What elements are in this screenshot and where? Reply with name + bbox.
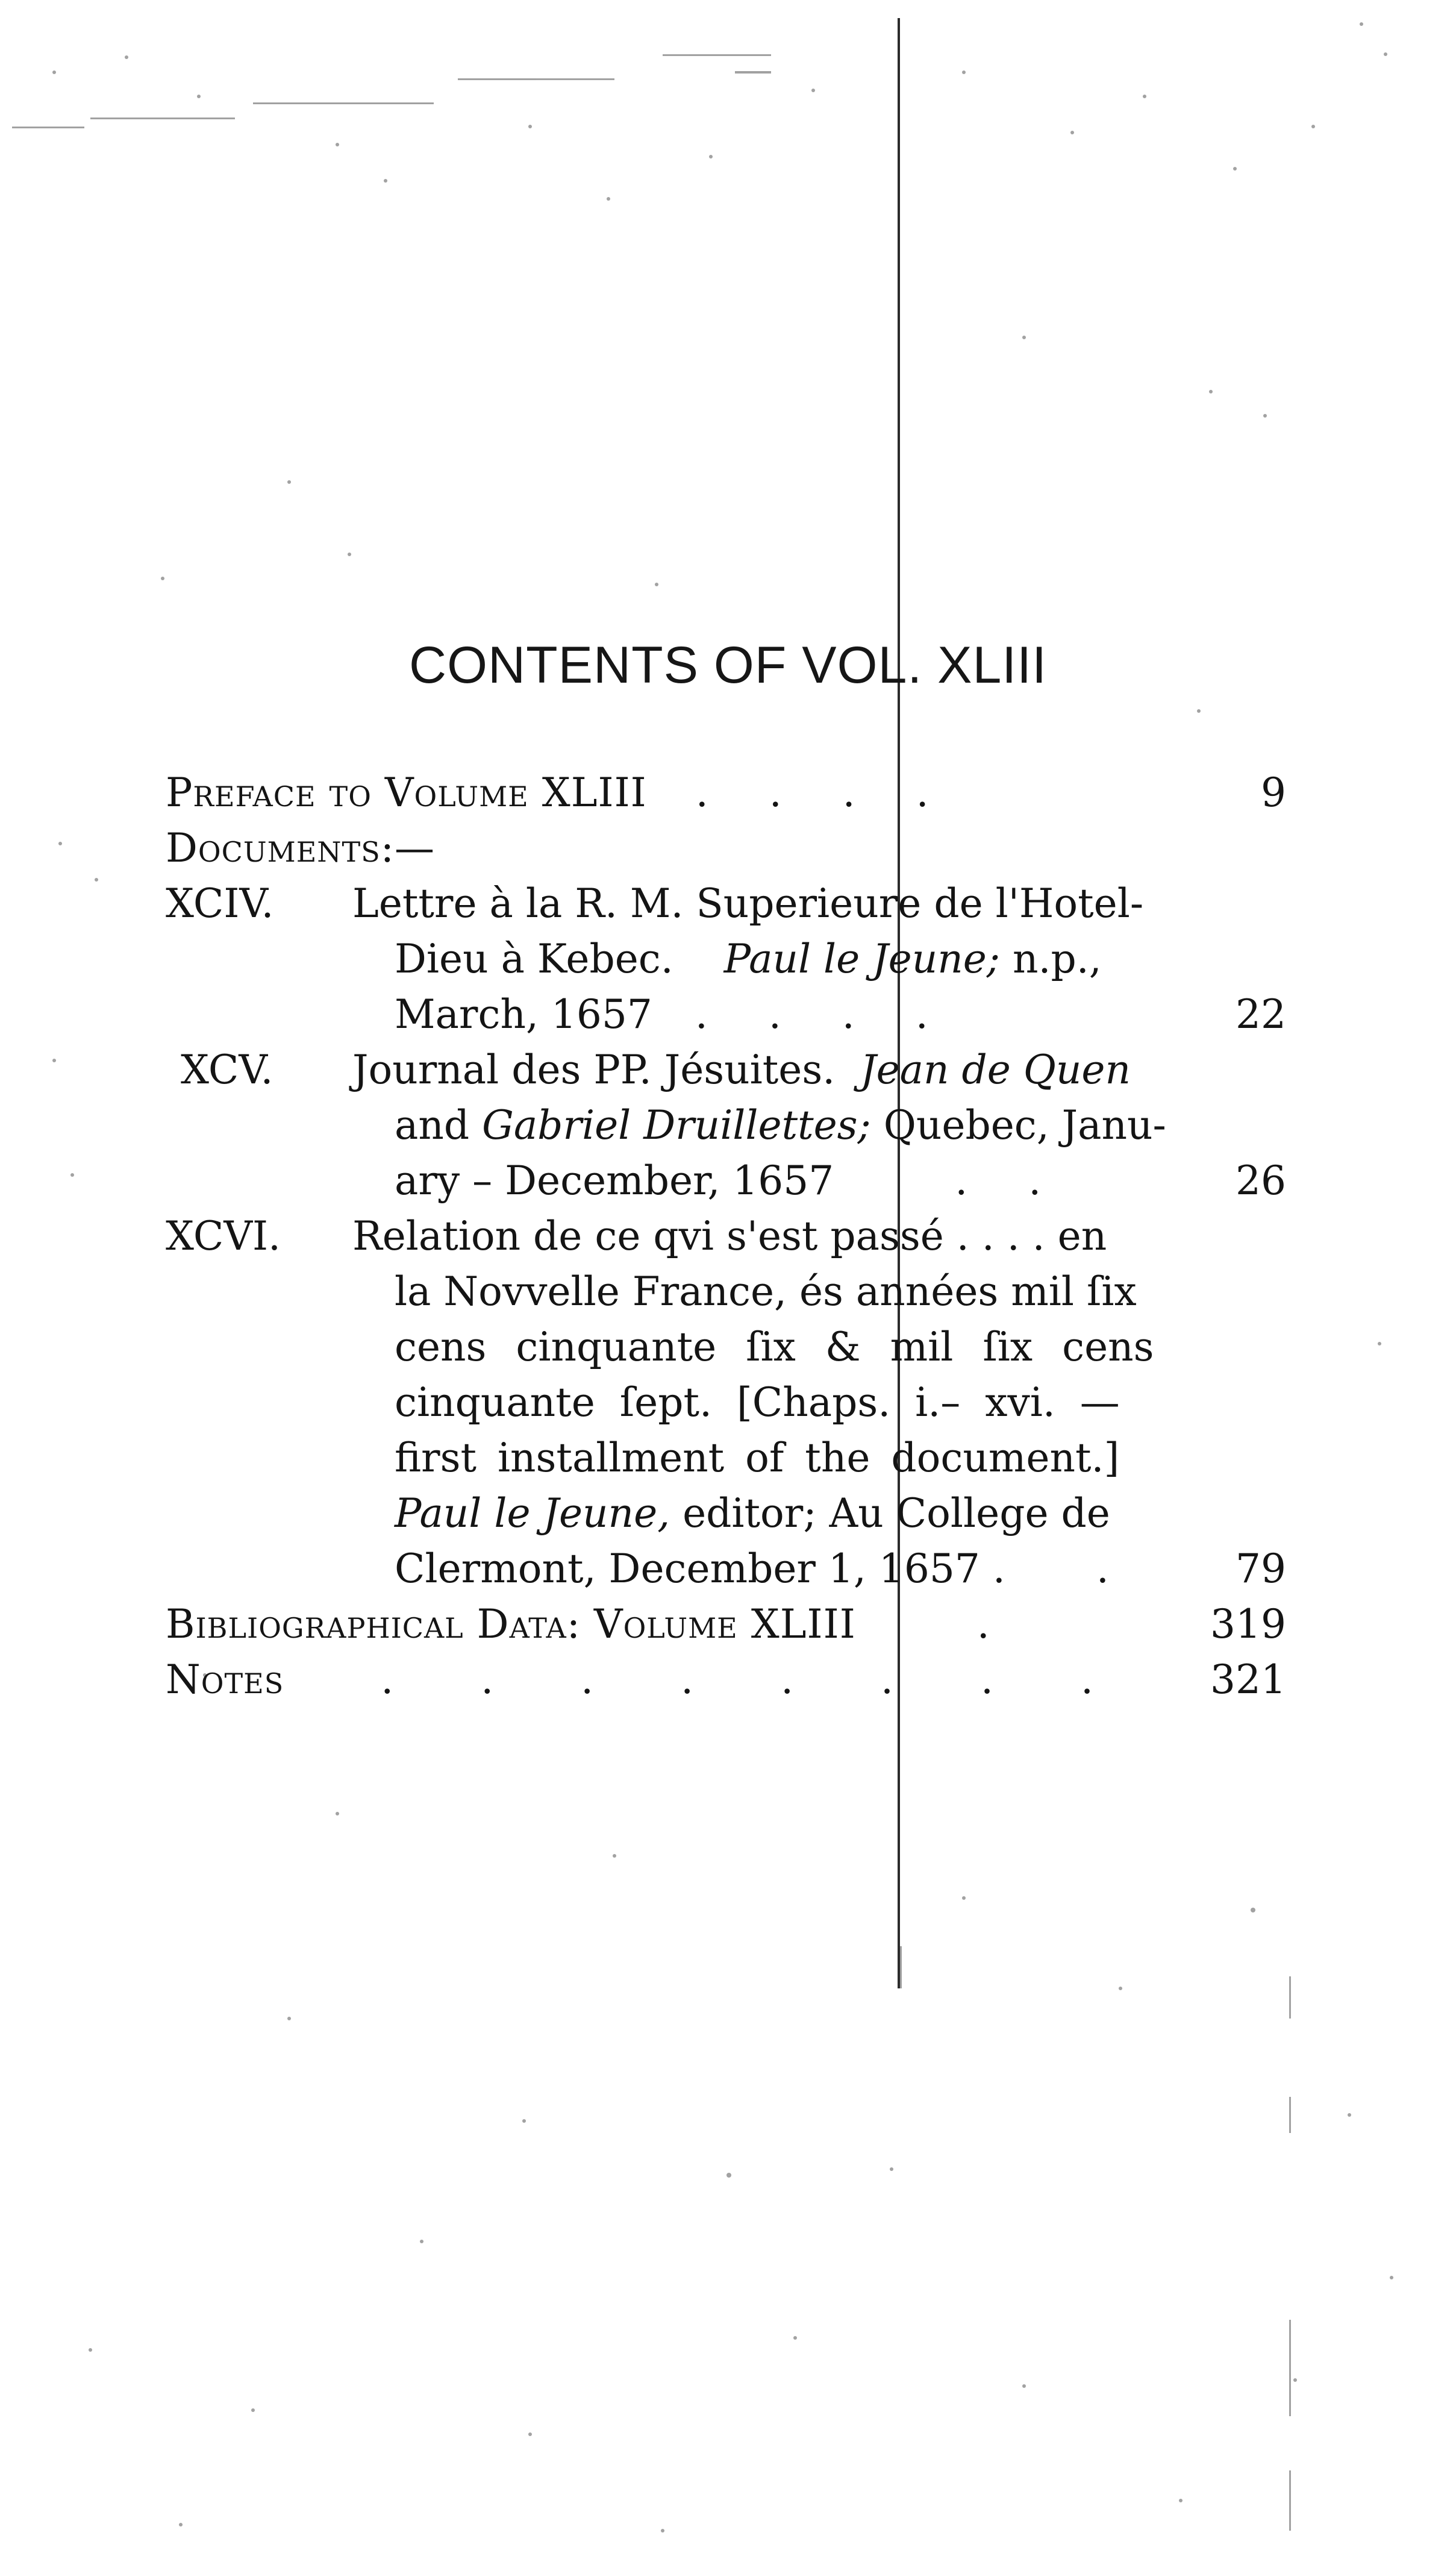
page-title: CONTENTS OF VOL. XLIII xyxy=(409,636,1047,694)
toc-entry-line: Dieu à Kebec. xyxy=(395,936,673,982)
toc-entry-line: cens cinquante ſix & mil ſix cens xyxy=(395,1324,1154,1370)
toc-entry-line: la Novvelle France, és années mil ſix xyxy=(395,1268,1137,1315)
toc-entry-line: Clermont, December 1, 1657 . xyxy=(395,1546,1005,1592)
toc-notes-leader: . . . . . . . . xyxy=(381,1656,1131,1703)
table-of-contents xyxy=(166,765,1286,1708)
toc-entry-author: Paul le Jeune; xyxy=(723,936,1001,982)
toc-preface xyxy=(166,765,1286,821)
toc-entry-author: Jean de Quen xyxy=(860,1047,1131,1093)
toc-entry-line: Lettre à la R. M. Superieure de l'Hotel- xyxy=(352,880,1144,927)
toc-entry-leader: . xyxy=(1096,1546,1133,1592)
toc-entry-line: and xyxy=(395,1102,470,1148)
toc-entry-numeral: XCV. xyxy=(181,1047,273,1093)
toc-entry-line: ary – December, 1657 xyxy=(395,1157,834,1204)
toc-entry-text xyxy=(352,876,1340,1042)
toc-bibliographical-leader: . xyxy=(976,1601,1014,1647)
toc-notes-label: Notes xyxy=(166,1656,284,1703)
toc-entry-line: n.p., xyxy=(1013,936,1102,982)
toc-notes-page: 321 xyxy=(1210,1656,1286,1703)
toc-preface-page: 9 xyxy=(1261,769,1286,816)
toc-bibliographical xyxy=(166,1597,1286,1652)
toc-entry-author: Gabriel Druillettes; xyxy=(482,1102,871,1148)
toc-entry-line: March, 1657 xyxy=(395,991,652,1038)
toc-entry-xciv xyxy=(166,876,1286,1042)
toc-entry-text xyxy=(352,1209,1340,1597)
toc-notes xyxy=(166,1652,1286,1708)
toc-preface-label: Preface to Volume XLIII xyxy=(166,769,647,816)
toc-documents-label: Documents:— xyxy=(166,825,435,871)
toc-entry-xcv xyxy=(166,1042,1286,1209)
toc-entry-line: Relation de ce qvi s'est passé . . . . en xyxy=(352,1213,1107,1259)
toc-entry-leader: . . . . xyxy=(695,991,952,1038)
toc-entry-line: Journal des PP. Jésuites. xyxy=(352,1047,836,1093)
toc-bibliographical-page: 319 xyxy=(1210,1601,1286,1647)
toc-entry-line: cinquante ſept. [Chaps. i.– xvi. — xyxy=(395,1379,1120,1426)
toc-entry-author: Paul le Jeune, xyxy=(395,1490,670,1536)
toc-entry-xcvi xyxy=(166,1209,1286,1597)
toc-bibliographical-label: Bibliographical Data: Volume XLIII xyxy=(166,1601,856,1647)
toc-entry-numeral: XCIV. xyxy=(166,880,274,927)
toc-entry-page: 22 xyxy=(1236,991,1286,1038)
toc-entry-line: Quebec, Janu- xyxy=(883,1102,1166,1148)
toc-entry-text xyxy=(352,1042,1340,1209)
toc-entry-leader: . . xyxy=(955,1157,1066,1204)
toc-entry-page: 79 xyxy=(1236,1546,1286,1592)
toc-entry-page: 26 xyxy=(1236,1157,1286,1204)
toc-entry-numeral: XCVI. xyxy=(166,1213,281,1259)
toc-documents-heading xyxy=(166,821,1286,876)
toc-entry-line: first installment of the document.] xyxy=(395,1435,1120,1481)
toc-preface-leader: . . . . xyxy=(695,769,953,816)
toc-entry-line: editor; Au College de xyxy=(683,1490,1110,1536)
